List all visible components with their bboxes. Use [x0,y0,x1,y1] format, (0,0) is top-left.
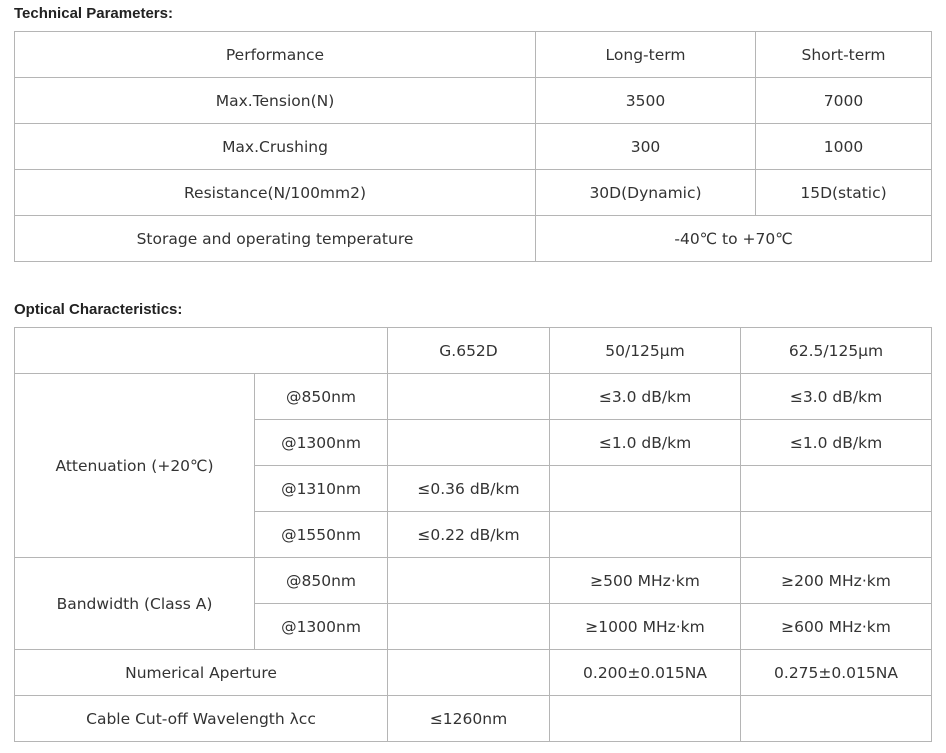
cutoff-wavelength-label: Cable Cut-off Wavelength λcc [15,696,388,742]
numerical-aperture-label: Numerical Aperture [15,650,388,696]
table-row [15,170,932,216]
table-cell [388,650,550,696]
table-row [15,374,932,420]
table-cell: ≥200 MHz·km [741,558,932,604]
header-cell: G.652D [388,328,550,374]
table-cell: @850nm [255,558,388,604]
table-cell: 300 [536,124,756,170]
table-cell [741,466,932,512]
table-cell: ≤1.0 dB/km [550,420,741,466]
table-row [15,650,932,696]
table-cell: 0.275±0.015NA [741,650,932,696]
table-cell: 30D(Dynamic) [536,170,756,216]
optical-characteristics-heading: Optical Characteristics: [14,301,183,318]
table-cell: @1300nm [255,420,388,466]
table-row [15,124,932,170]
header-cell: 50/125μm [550,328,741,374]
table-cell: @1550nm [255,512,388,558]
table-row [15,558,932,604]
header-cell: Long-term [536,32,756,78]
header-cell [15,328,388,374]
table-cell: @1300nm [255,604,388,650]
header-cell: Performance [15,32,536,78]
attenuation-label: Attenuation (+20℃) [15,374,255,558]
bandwidth-label: Bandwidth (Class A) [15,558,255,650]
table-row [15,696,932,742]
table-cell [388,604,550,650]
table-cell [388,374,550,420]
table-cell [741,512,932,558]
table-cell: @1310nm [255,466,388,512]
table-cell: ≤0.36 dB/km [388,466,550,512]
table-cell: Max.Tension(N) [15,78,536,124]
technical-parameters-table [14,31,932,262]
table-row [15,32,932,78]
table-cell: 1000 [756,124,932,170]
table-cell: 3500 [536,78,756,124]
table-row [15,328,932,374]
header-cell: Short-term [756,32,932,78]
table-cell: ≤1.0 dB/km [741,420,932,466]
table-cell: ≥500 MHz·km [550,558,741,604]
table-cell: 15D(static) [756,170,932,216]
table-cell: 7000 [756,78,932,124]
table-cell: @850nm [255,374,388,420]
table-cell: ≥1000 MHz·km [550,604,741,650]
table-cell: Max.Crushing [15,124,536,170]
table-cell: ≤1260nm [388,696,550,742]
technical-parameters-heading: Technical Parameters: [14,5,173,22]
table-cell: ≤3.0 dB/km [550,374,741,420]
table-cell: Storage and operating temperature [15,216,536,262]
table-cell: -40℃ to +70℃ [536,216,932,262]
optical-characteristics-table [14,327,932,742]
table-cell [550,696,741,742]
table-row [15,216,932,262]
table-cell: Resistance(N/100mm2) [15,170,536,216]
table-cell: ≥600 MHz·km [741,604,932,650]
table-cell: 0.200±0.015NA [550,650,741,696]
table-cell [388,558,550,604]
table-cell [550,466,741,512]
table-cell [550,512,741,558]
table-cell: ≤3.0 dB/km [741,374,932,420]
header-cell: 62.5/125μm [741,328,932,374]
table-cell: ≤0.22 dB/km [388,512,550,558]
table-cell [741,696,932,742]
table-row [15,78,932,124]
table-cell [388,420,550,466]
